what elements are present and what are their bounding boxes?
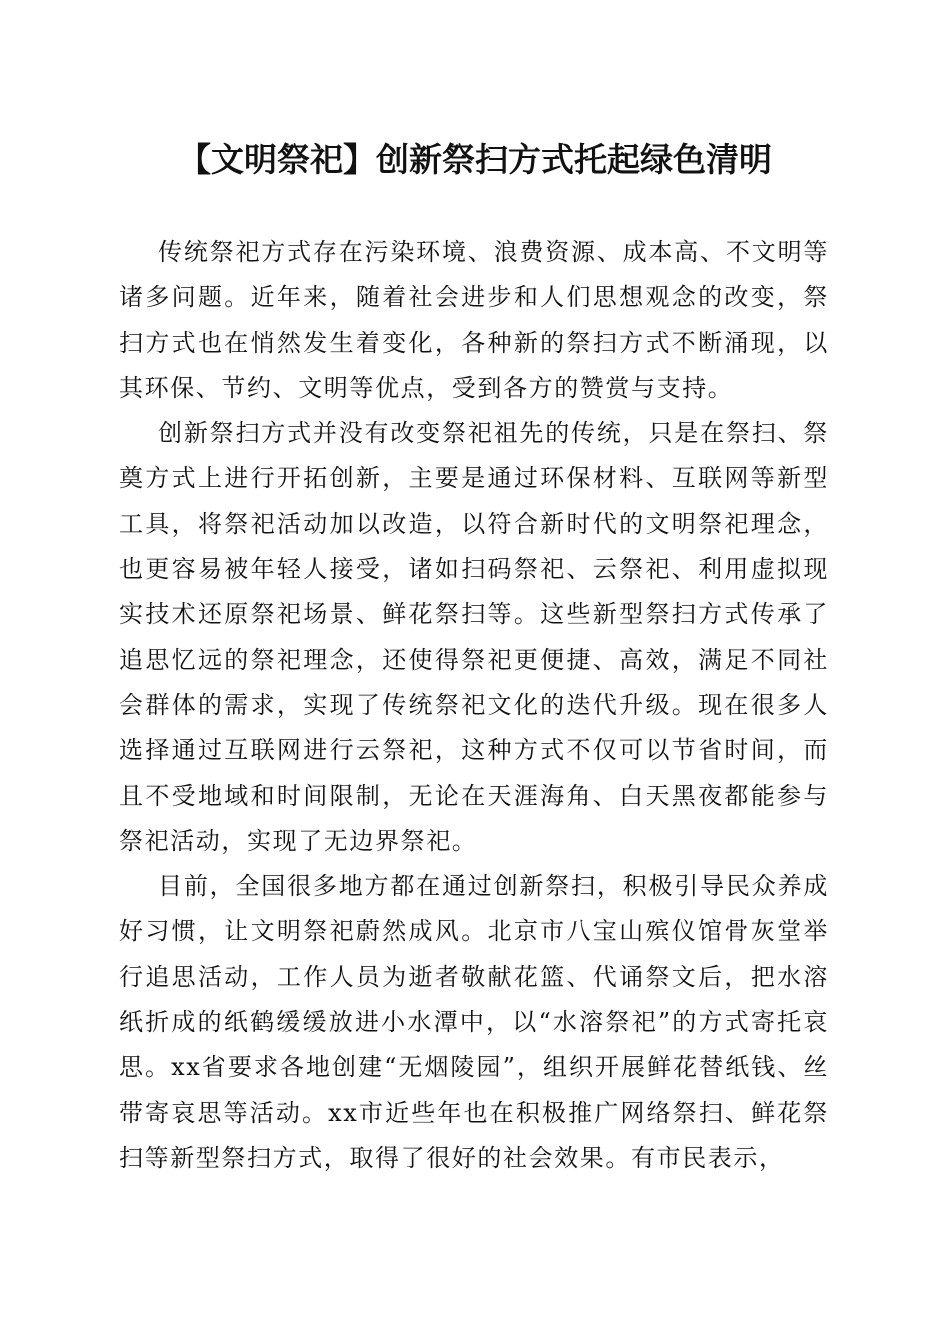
document-body <box>119 230 829 1181</box>
paragraph: 创新祭扫方式并没有改变祭祀祖先的传统，只是在祭扫、祭奠方式上进行开拓创新，主要是通过环保材料、互联网等新型工具，将祭祀活动加以改造，以符合新时代的文明祭祀理念，也更容易被年轻人接受，诸如扫码祭祀、云祭祀、利用虚拟现实技术还原祭祀场景、鲜花祭扫等。这些新型祭扫方式传承了追思忆远的祭祀理念，还使得祭祀更便捷、高效，满足不同社会群体的需求，实现了传统祭祀文化的迭代升级。现在很多人选择通过互联网进行云祭祀，这种方式不仅可以节省时间，而且不受地域和时间限制，无论在天涯海角、白天黑夜都能参与祭祀活动，实现了无边界祭祀。 <box>119 419 829 855</box>
document-title: 【文明祭祀】创新祭扫方式托起绿色清明 <box>178 140 772 179</box>
paragraph: 传统祭祀方式存在污染环境、浪费资源、成本高、不文明等诸多问题。近年来，随着社会进步和人们思想观念的改变，祭扫方式也在悄然发生着变化，各种新的祭扫方式不断涌现，以其环保、节约、文明等优点，受到各方的赞赏与支持。 <box>119 238 829 402</box>
paragraph: 目前，全国很多地方都在通过创新祭扫，积极引导民众养成好习惯，让文明祭祀蔚然成风。北京市八宝山殡仪馆骨灰堂举行追思活动，工作人员为逝者敬献花篮、代诵祭文后，把水溶纸折成的纸鹤缓缓放进小水潭中，以“水溶祭祀”的方式寄托哀思。xx省要求各地创建“无烟陵园”，组织开展鲜花替纸钱、丝带寄哀思等活动。xx市近些年也在积极推广网络祭扫、鲜花祭扫等新型祭扫方式，取得了很好的社会效果。有市民表示， <box>119 872 829 1172</box>
